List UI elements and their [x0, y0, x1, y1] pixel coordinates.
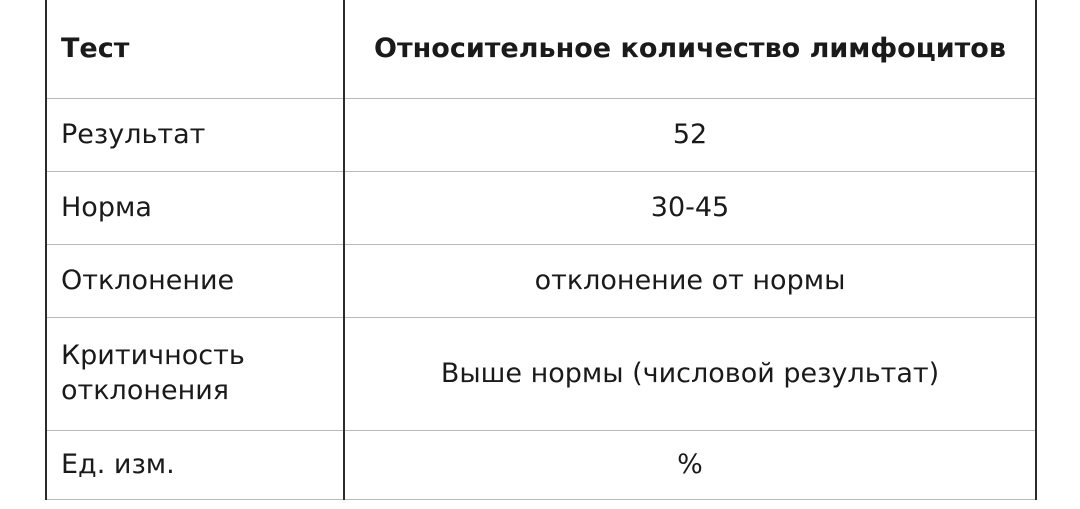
row-label-result: Результат	[46, 99, 344, 172]
row-value-unit: %	[344, 431, 1036, 500]
table-row	[46, 318, 1036, 431]
row-value-test: Относительное количество лимфоцитов	[344, 0, 1036, 99]
row-label-deviation: Отклонение	[46, 245, 344, 318]
row-label-criticality: Критичность отклонения	[46, 318, 344, 431]
row-value-deviation: отклонение от нормы	[344, 245, 1036, 318]
table-row	[46, 245, 1036, 318]
table-row	[46, 99, 1036, 172]
table-row	[46, 172, 1036, 245]
row-label-unit: Ед. изм.	[46, 431, 344, 500]
lab-result-table	[45, 0, 1037, 500]
row-value-result: 52	[344, 99, 1036, 172]
table-row	[46, 0, 1036, 99]
row-label-norm: Норма	[46, 172, 344, 245]
row-label-test: Тест	[46, 0, 344, 99]
row-value-norm: 30-45	[344, 172, 1036, 245]
table-body	[46, 0, 1036, 500]
row-value-criticality: Выше нормы (числовой результат)	[344, 318, 1036, 431]
table-row	[46, 431, 1036, 500]
